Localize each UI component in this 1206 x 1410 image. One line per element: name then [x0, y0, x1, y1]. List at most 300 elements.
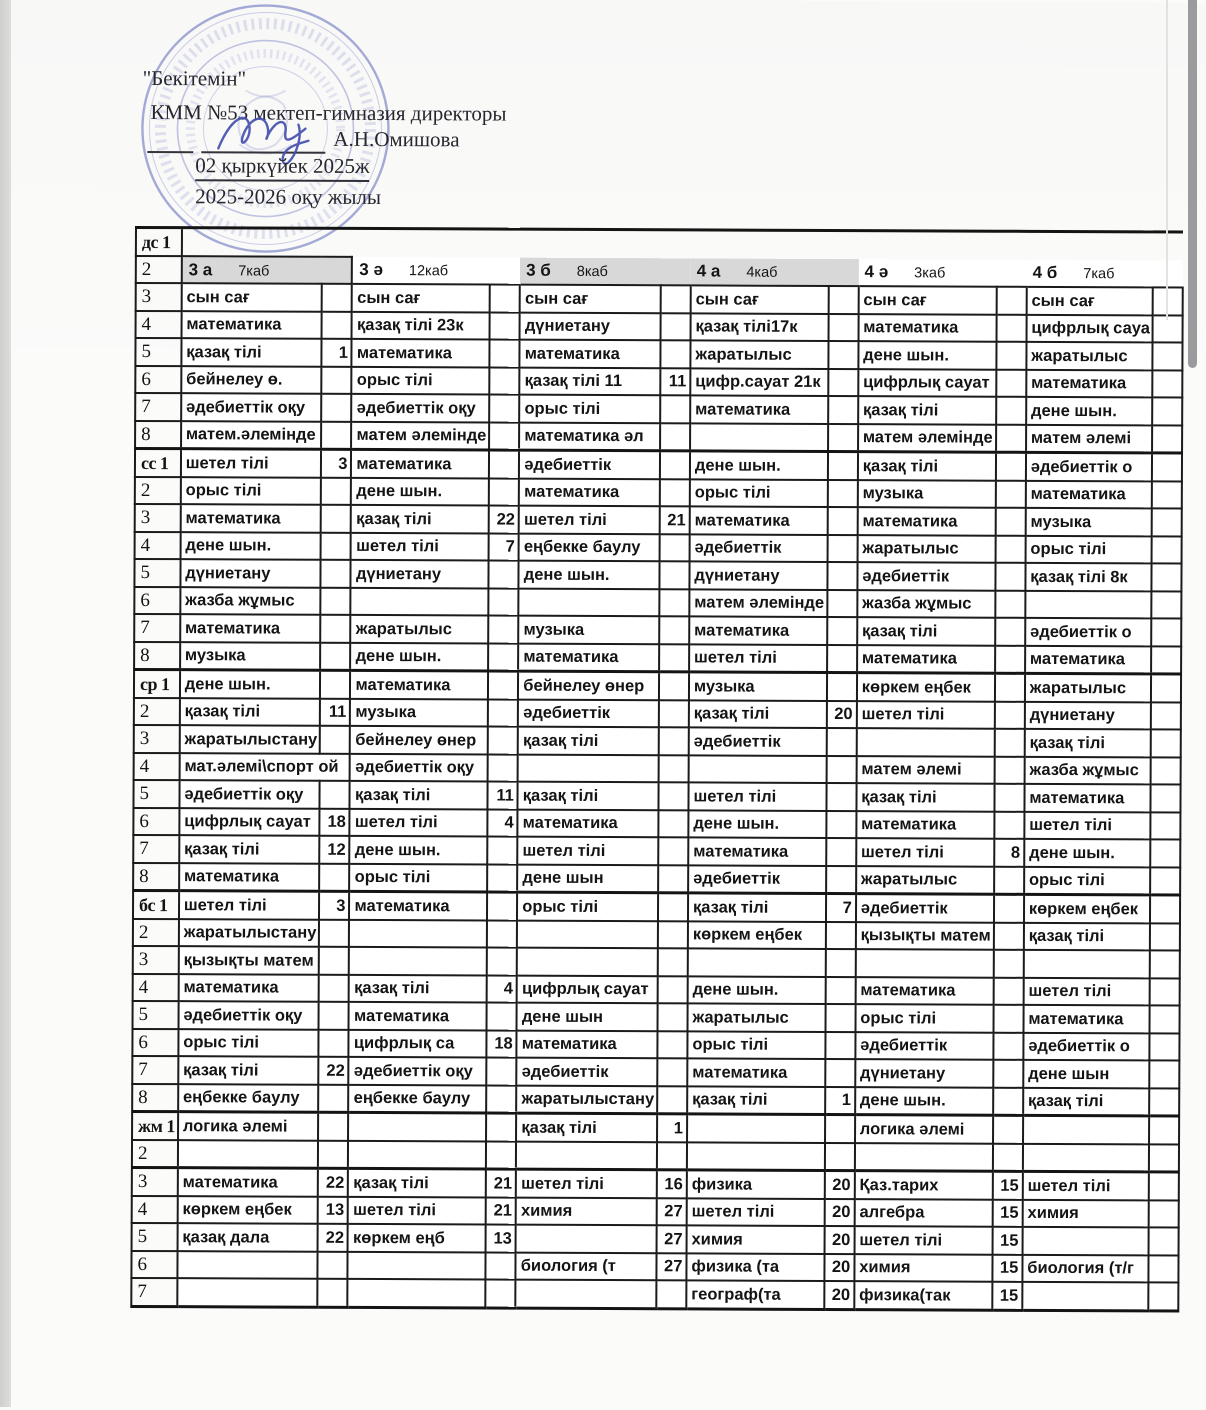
cell-mon-p5-4b-room [1153, 342, 1183, 370]
cell-wed-p6-3ae-room: 4 [488, 809, 518, 837]
timetable-row-tue-1 [135, 448, 1182, 481]
cell-mon-p4-3ae-subject: қазақ тілі 23к [352, 311, 490, 339]
cell-thu-p6-3b-room [657, 1031, 687, 1059]
row-label-mon-4: 4 [136, 310, 182, 338]
row-label-thu-4: 4 [133, 973, 179, 1001]
timetable-row-tue-8 [134, 641, 1181, 674]
cell-thu-p7-3a-subject: қазақ тілі [178, 1056, 319, 1084]
cell-thu-p2-4b-subject: қазақ тілі [1024, 922, 1151, 950]
cell-thu-p3-4ae-subject [855, 949, 993, 977]
row-label-fri-2: 2 [132, 1139, 178, 1167]
row-label-tue-5: 5 [134, 559, 180, 587]
cell-fri-p2-4a-room [825, 1142, 855, 1170]
cell-tue-p8-4b-room [1151, 646, 1181, 674]
cell-fri-p1-4a-room [825, 1114, 855, 1142]
cell-thu-p4-3ae-subject: қазақ тілі [349, 974, 487, 1002]
cell-wed-p2-4a-room: 20 [827, 700, 857, 728]
row-label-fri-3: 3 [132, 1167, 178, 1195]
class-room-3b: 8каб [576, 263, 608, 281]
cell-tue-p7-4b-room [1152, 618, 1182, 646]
cell-thu-p4-3b-subject: цифрлық сауат [517, 975, 658, 1003]
cell-wed-p5-4b-room [1151, 784, 1181, 812]
timetable-row-wed-1 [134, 669, 1181, 702]
cell-fri-p7-4ae-room: 15 [992, 1282, 1022, 1310]
cell-thu-p2-4ae-subject: қызықты матем [856, 922, 994, 950]
timetable-row-thu-8 [132, 1083, 1179, 1116]
class-name-3a: 3 а [188, 259, 213, 279]
cell-fri-p5-3b-subject [516, 1225, 657, 1253]
cell-mon-p6-4ae-room [996, 369, 1026, 397]
cell-fri-p6-4ae-subject: химия [854, 1254, 992, 1282]
cell-tue-p5-3ae-room [489, 561, 519, 589]
cell-tue-p8-3a-subject: музыка [180, 642, 321, 671]
row-label-tue-3: 3 [135, 504, 181, 532]
cell-tue-p2-4a-room [828, 479, 858, 507]
cell-wed-p6-4ae-room [994, 811, 1024, 839]
cell-tue-p1-4a-subject: дене шын. [690, 451, 828, 480]
cell-fri-p7-3a-subject [177, 1278, 318, 1307]
cell-mon-p4-3a-room [322, 311, 352, 339]
cell-tue-p2-3b-subject: математика [519, 478, 660, 506]
cell-thu-p4-3b-room [658, 976, 688, 1004]
cell-tue-p7-3a-room [321, 615, 351, 643]
cell-tue-p2-4a-subject: орыс тілі [690, 479, 828, 507]
cell-wed-p1-4a-subject: музыка [689, 672, 827, 701]
cell-wed-p7-3b-subject: шетел тілі [518, 837, 659, 865]
cell-tue-p8-4ae-room [995, 645, 1025, 673]
cell-fri-p6-3b-subject: биология (т [516, 1252, 657, 1280]
cell-thu-p3-3b-room [658, 948, 688, 976]
row-label-tue-1: сс 1 [135, 448, 181, 476]
cell-mon-p5-3ae-room [490, 340, 520, 368]
cell-tue-p3-4a-subject: математика [690, 506, 828, 534]
cell-wed-p6-3a-subject: цифрлық сауат [179, 808, 320, 836]
cell-thu-p2-4b-room [1150, 923, 1180, 951]
cell-wed-p5-3a-subject: әдебиеттік оқу [179, 780, 320, 808]
cell-thu-p1-4a-room: 7 [826, 893, 856, 921]
cell-thu-p7-3a-room: 22 [319, 1057, 349, 1085]
cell-wed-p6-3a-room: 18 [320, 808, 350, 836]
cell-tue-p4-3a-subject: дене шын. [180, 532, 321, 560]
cell-tue-p3-4b-room [1152, 508, 1182, 536]
cell-wed-p7-3b-room [658, 837, 688, 865]
cell-mon-p5-4ae-subject: дене шын. [858, 341, 996, 369]
cell-fri-p4-3ae-room: 21 [486, 1197, 516, 1225]
cell-fri-p3-3ae-room: 21 [486, 1169, 516, 1197]
cell-tue-p4-3b-room [659, 534, 689, 562]
cell-mon-p7-3b-room [660, 395, 690, 423]
cell-wed-p7-3a-subject: қазақ тілі [179, 835, 320, 863]
cell-thu-p1-4b-room [1150, 895, 1180, 923]
cell-tue-p8-3b-subject: математика [518, 643, 659, 672]
cell-tue-p2-3a-room [321, 477, 351, 505]
cell-fri-p1-4a-subject [687, 1114, 825, 1143]
cell-mon-p3-4b-room [1153, 287, 1183, 315]
cell-thu-p4-4b-subject: шетел тілі [1023, 977, 1150, 1005]
cell-tue-p2-3b-room [660, 479, 690, 507]
class-name-3ae: 3 ә [359, 259, 383, 280]
row-label-fri-5: 5 [132, 1223, 178, 1251]
cell-thu-p3-3ae-room [487, 948, 517, 976]
cell-thu-p1-3b-subject: орыс тілі [517, 892, 658, 921]
cell-fri-p2-4a-subject [687, 1142, 825, 1171]
row-label-mon-7: 7 [135, 393, 181, 421]
cell-fri-p6-4a-room: 20 [824, 1253, 854, 1281]
cell-fri-p6-4a-subject: физика (та [686, 1253, 824, 1281]
cell-mon-p5-4ae-room [996, 342, 1026, 370]
cell-fri-p2-3a-room [318, 1140, 348, 1168]
cell-fri-p6-3ae-room [486, 1252, 516, 1280]
cell-fri-p3-4b-room [1149, 1172, 1179, 1200]
cell-mon-p4-3b-room [660, 313, 690, 341]
cell-fri-p7-3b-subject [516, 1280, 657, 1309]
cell-wed-p2-4b-room [1151, 702, 1181, 730]
cell-wed-p4-4ae-subject: матем әлемі [856, 756, 994, 784]
cell-wed-p4-3ae-subject: әдебиеттік оқу [350, 753, 488, 781]
cell-thu-p7-4ae-room [993, 1060, 1023, 1088]
cell-fri-p2-3ae-room [486, 1141, 516, 1169]
cell-thu-p3-3a-subject: қызықты матем [179, 946, 320, 974]
cell-thu-p1-4ae-subject: әдебиеттік [856, 894, 994, 923]
cell-thu-p6-3ae-room: 18 [487, 1030, 517, 1058]
cell-fri-p4-4a-room: 20 [824, 1198, 854, 1226]
cell-tue-p6-3ae-room [489, 588, 519, 616]
cell-thu-p7-3b-subject: әдебиеттік [517, 1058, 658, 1086]
class-header-4ae [859, 259, 1027, 287]
cell-fri-p1-4b-subject [1023, 1115, 1150, 1144]
cell-wed-p3-3b-room [659, 727, 689, 755]
director-title-line: КММ №53 мектеп-гимназия директоры [150, 100, 507, 126]
page-edge-shadow [1166, 0, 1168, 320]
cell-mon-p6-4b-room [1153, 370, 1183, 398]
cell-fri-p5-3ae-room: 13 [486, 1225, 516, 1253]
timetable [130, 226, 1184, 1312]
cell-tue-p6-4a-subject: матем әлемінде [689, 589, 827, 617]
cell-fri-p1-3b-subject: қазақ тілі [516, 1113, 657, 1142]
cell-tue-p5-4a-room [827, 562, 857, 590]
cell-thu-p7-4b-room [1150, 1060, 1180, 1088]
cell-mon-p7-3ae-room [489, 395, 519, 423]
cell-fri-p6-4b-room [1149, 1255, 1179, 1283]
cell-thu-p1-3b-room [658, 893, 688, 921]
signature-line-left [147, 131, 193, 153]
cell-fri-p4-3ae-subject: шетел тілі [348, 1196, 486, 1224]
cell-tue-p5-4b-room [1152, 563, 1182, 591]
cell-thu-p5-3b-subject: дене шын [517, 1003, 658, 1031]
cell-wed-p2-4ae-subject: шетел тілі [857, 701, 995, 729]
cell-thu-p6-4b-room [1150, 1033, 1180, 1061]
cell-wed-p4-4a-subject [689, 755, 827, 783]
cell-wed-p7-3ae-room [488, 837, 518, 865]
row-label-wed-6: 6 [133, 807, 179, 835]
cell-wed-p8-4a-room [826, 865, 856, 893]
cell-tue-p1-4b-subject: әдебиеттік о [1026, 452, 1153, 481]
cell-tue-p2-3ae-room [489, 478, 519, 506]
cell-mon-p3-3a-room [322, 284, 352, 312]
cell-tue-p5-4ae-room [995, 563, 1025, 591]
cell-fri-p4-3b-subject: химия [516, 1197, 657, 1225]
cell-fri-p5-4ae-room: 15 [992, 1227, 1022, 1255]
cell-tue-p1-4a-room [828, 451, 858, 479]
row-label-thu-5: 5 [133, 1001, 179, 1029]
cell-wed-p6-4b-subject: шетел тілі [1024, 811, 1151, 839]
cell-tue-p5-3b-room [659, 561, 689, 589]
cell-thu-p8-3ae-room [486, 1085, 516, 1113]
cell-tue-p4-4ae-room [995, 535, 1025, 563]
cell-tue-p5-3a-subject: дүниетану [180, 559, 321, 587]
cell-fri-p1-4ae-room [993, 1115, 1023, 1143]
cell-mon-p8-3b-subject: математика әл [519, 422, 660, 451]
cell-fri-p3-4ae-subject: Қаз.тарих [855, 1171, 993, 1200]
cell-mon-p6-3b-subject: қазақ тілі 11 [520, 367, 661, 395]
cell-mon-p3-4a-room [828, 286, 858, 314]
cell-wed-p4-4ae-room [994, 756, 1024, 784]
cell-tue-p4-4ae-subject: жаратылыс [857, 535, 995, 563]
cell-mon-p7-3b-subject: орыс тілі [519, 395, 660, 423]
cell-wed-p1-4b-room [1151, 674, 1181, 702]
cell-wed-p4-4a-room [826, 755, 856, 783]
cell-fri-p7-3ae-subject [348, 1279, 486, 1308]
cell-tue-p8-4ae-subject: математика [857, 645, 995, 674]
cell-mon-p7-4a-subject: математика [690, 395, 828, 423]
cell-wed-p4-3a-subject: мат.әлемі\спорт ой [179, 753, 350, 781]
timetable-row-thu-1 [133, 890, 1180, 923]
cell-mon-p5-4a-subject: жаратылыс [690, 340, 828, 368]
cell-fri-p3-3a-room: 22 [318, 1168, 348, 1196]
school-year: 2025-2026 оқу жылы [195, 184, 382, 210]
row-label-thu-3: 3 [133, 946, 179, 974]
cell-thu-p6-4a-room [825, 1031, 855, 1059]
cell-mon-p4-4a-subject: қазақ тілі17к [690, 313, 828, 341]
cell-thu-p8-3a-subject: еңбекке баулу [178, 1084, 319, 1113]
class-room-4ae: 3каб [914, 265, 946, 282]
cell-tue-p8-4b-subject: математика [1025, 645, 1152, 674]
cell-mon-p5-3a-subject: қазақ тілі [181, 338, 322, 366]
cell-mon-p4-3b-subject: дүниетану [520, 312, 661, 340]
cell-tue-p3-3ae-subject: қазақ тілі [351, 505, 489, 533]
cell-mon-p3-3ae-subject: сын сағ [352, 284, 490, 312]
cell-tue-p6-4ae-subject: жазба жұмыс [857, 590, 995, 618]
cell-thu-p7-4ae-subject: дүниетану [855, 1059, 993, 1087]
cell-thu-p2-3a-room [319, 919, 349, 947]
cell-fri-p4-4ae-room: 15 [992, 1199, 1022, 1227]
row-label-fri-1: жм 1 [132, 1111, 178, 1139]
cell-mon-p3-3a-subject: сын сағ [181, 283, 322, 311]
cell-wed-p3-3b-subject: қазақ тілі [518, 727, 659, 755]
cell-fri-p3-4a-room: 20 [825, 1170, 855, 1198]
cell-wed-p7-4b-subject: дене шын. [1024, 839, 1151, 867]
cell-tue-p4-4a-subject: әдебиеттік [689, 534, 827, 562]
cell-fri-p7-4b-room [1149, 1282, 1179, 1310]
row-label-tue-7: 7 [134, 614, 180, 642]
cell-mon-p5-4a-room [828, 341, 858, 369]
cell-wed-p5-3b-subject: қазақ тілі [518, 782, 659, 810]
cell-thu-p4-4a-subject: дене шын. [688, 976, 826, 1004]
cell-wed-p7-4ae-room: 8 [994, 839, 1024, 867]
cell-mon-p5-4b-subject: жаратылыс [1026, 342, 1153, 370]
cell-mon-p4-4a-room [828, 313, 858, 341]
approval-date: 02 қыркүйек 2025ж [195, 153, 369, 182]
row-label-fri-6: 6 [131, 1250, 177, 1278]
cell-mon-p4-4ae-subject: математика [858, 314, 996, 342]
cell-wed-p7-4a-subject: математика [688, 837, 826, 865]
row-label-wed-2: 2 [134, 697, 180, 725]
cell-wed-p2-3b-room [659, 700, 689, 728]
cell-tue-p1-4ae-room [996, 452, 1026, 480]
cell-fri-p3-3b-subject: шетел тілі [516, 1169, 657, 1198]
cell-thu-p6-3b-subject: математика [517, 1030, 658, 1058]
cell-wed-p3-3a-subject: жаратылыстану [180, 725, 321, 753]
director-name: А.Н.Омишова [333, 126, 460, 152]
cell-wed-p3-4b-subject: қазақ тілі [1025, 729, 1152, 757]
cell-fri-p7-4b-subject [1022, 1282, 1149, 1311]
cell-tue-p1-3b-subject: әдебиеттік [519, 450, 660, 479]
cell-thu-p6-4ae-subject: әдебиеттік [855, 1032, 993, 1060]
scrollbar-thumb[interactable] [1188, 0, 1197, 368]
cell-wed-p2-3ae-room [488, 699, 518, 727]
cell-fri-p6-3a-room [318, 1251, 348, 1279]
cell-tue-p1-3b-room [660, 451, 690, 479]
cell-wed-p1-3ae-subject: математика [350, 670, 488, 699]
cell-tue-p6-4b-subject [1025, 590, 1152, 618]
cell-fri-p2-4b-room [1149, 1144, 1179, 1172]
cell-wed-p1-3b-subject: бейнелеу өнер [518, 671, 659, 700]
cell-thu-p5-4b-subject: математика [1023, 1005, 1150, 1033]
cell-thu-p6-4a-subject: орыс тілі [687, 1031, 825, 1059]
cell-thu-p8-4ae-subject: дене шын. [855, 1087, 993, 1116]
row-label-thu-1: бс 1 [133, 890, 179, 918]
class-room-3ae: 12каб [408, 263, 449, 280]
class-room-4b: 7каб [1083, 266, 1115, 283]
cell-wed-p6-4a-subject: дене шын. [688, 810, 826, 838]
cell-wed-p1-3ae-room [488, 671, 518, 699]
row-label-mon-3: 3 [136, 283, 182, 311]
cell-fri-p2-4b-subject [1023, 1143, 1150, 1172]
class-name-4b: 4 б [1032, 262, 1058, 282]
cell-tue-p5-3b-subject: дене шын. [519, 561, 660, 589]
cell-tue-p7-4b-subject: әдебиеттік о [1025, 618, 1152, 646]
cell-thu-p2-4a-room [826, 921, 856, 949]
cell-wed-p4-3b-room [659, 755, 689, 783]
row-label-mon-6: 6 [135, 365, 181, 393]
cell-fri-p1-3b-room: 1 [657, 1114, 687, 1142]
cell-mon-p7-3ae-subject: әдебиеттік оқу [352, 394, 490, 422]
cell-wed-p1-4ae-subject: көркем еңбек [857, 673, 995, 702]
row-label-mon-2: 2 [136, 255, 182, 283]
cell-wed-p1-4b-subject: жаратылыс [1025, 673, 1152, 702]
cell-fri-p5-3b-room: 27 [656, 1225, 686, 1253]
cell-fri-p4-4b-room [1149, 1200, 1179, 1228]
cell-tue-p7-4ae-subject: қазақ тілі [857, 617, 995, 645]
cell-thu-p2-3b-room [658, 921, 688, 949]
cell-fri-p1-4ae-subject: логика әлемі [855, 1115, 993, 1144]
cell-wed-p8-3b-subject: дене шын [517, 864, 658, 893]
cell-tue-p6-3b-subject [519, 588, 660, 616]
class-name-4ae: 4 ә [864, 262, 889, 282]
cell-tue-p3-3b-room: 21 [660, 506, 690, 534]
cell-fri-p2-3b-room [657, 1142, 687, 1170]
cell-fri-p3-3a-subject: математика [178, 1168, 319, 1197]
cell-thu-p6-3ae-subject: цифрлық са [349, 1029, 487, 1057]
cell-fri-p2-3a-subject [178, 1140, 319, 1169]
cell-mon-p3-4b-subject: сын сағ [1026, 287, 1153, 315]
cell-tue-p8-3a-room [321, 642, 351, 670]
cell-tue-p1-4ae-subject: қазақ тілі [858, 452, 996, 481]
cell-fri-p7-4a-room: 20 [824, 1281, 854, 1309]
row-label-tue-2: 2 [135, 476, 181, 504]
cell-wed-p8-4b-room [1150, 867, 1180, 895]
cell-wed-p7-4ae-subject: шетел тілі [856, 838, 994, 866]
cell-wed-p4-3b-subject [518, 754, 659, 782]
cell-thu-p3-3a-room [319, 947, 349, 975]
cell-fri-p4-4ae-subject: алгебра [854, 1199, 992, 1227]
cell-wed-p2-4a-subject: қазақ тілі [689, 700, 827, 728]
cell-wed-p7-4b-room [1151, 839, 1181, 867]
cell-thu-p1-3ae-room [487, 892, 517, 920]
cell-wed-p3-4b-room [1151, 729, 1181, 757]
cell-wed-p4-4b-subject: жазба жұмыс [1024, 756, 1151, 784]
cell-mon-p8-3ae-room [489, 422, 519, 450]
cell-tue-p7-4a-subject: математика [689, 616, 827, 644]
cell-wed-p5-3ae-subject: қазақ тілі [350, 781, 488, 809]
timetable-row-fri-1 [132, 1111, 1179, 1144]
cell-tue-p6-4b-room [1152, 591, 1182, 619]
cell-wed-p6-3ae-subject: шетел тілі [350, 808, 488, 836]
cell-mon-p6-4a-subject: цифр.сауат 21к [690, 368, 828, 396]
timetable-row-fri-2 [132, 1139, 1179, 1172]
cell-fri-p5-4b-room [1149, 1227, 1179, 1255]
cell-wed-p3-3a-room [320, 726, 350, 754]
cell-wed-p7-3ae-subject: дене шын. [350, 836, 488, 864]
cell-fri-p1-4b-room [1149, 1116, 1179, 1144]
cell-thu-p2-3ae-room [487, 920, 517, 948]
cell-mon-p4-3a-subject: математика [181, 311, 322, 339]
cell-thu-p1-3a-room: 3 [319, 891, 349, 919]
cell-thu-p5-3a-subject: әдебиеттік оқу [178, 1001, 319, 1029]
cell-mon-p6-3a-subject: бейнелеу ө. [181, 366, 322, 394]
cell-mon-p6-3ae-room [490, 367, 520, 395]
cell-thu-p8-3b-subject: жаратылыстану [516, 1085, 657, 1114]
cell-fri-p5-3a-subject: қазақ дала [177, 1223, 318, 1251]
cell-fri-p4-4b-subject: химия [1022, 1199, 1149, 1227]
cell-wed-p7-3a-room: 12 [320, 836, 350, 864]
cell-fri-p6-3a-subject [177, 1251, 318, 1279]
cell-mon-p8-3a-room [322, 421, 352, 449]
cell-fri-p5-3ae-subject: көркем еңб [348, 1224, 486, 1252]
row-label-wed-7: 7 [133, 835, 179, 863]
cell-mon-p4-3ae-room [490, 312, 520, 340]
row-label-mon-8: 8 [135, 420, 181, 448]
cell-fri-p7-3a-room [318, 1279, 348, 1307]
cell-thu-p4-4ae-subject: математика [855, 977, 993, 1005]
cell-thu-p7-3ae-room [487, 1058, 517, 1086]
cell-tue-p3-4a-room [827, 507, 857, 535]
cell-thu-p4-3ae-room: 4 [487, 975, 517, 1003]
cell-thu-p4-4ae-room [993, 977, 1023, 1005]
cell-mon-p7-3a-room [322, 394, 352, 422]
row-label-mon-1: дс 1 [136, 227, 182, 255]
cell-mon-p8-3b-room [660, 423, 690, 451]
cell-tue-p2-3ae-subject: дене шын. [351, 477, 489, 505]
cell-tue-p1-3a-subject: шетел тілі [181, 449, 322, 478]
cell-fri-p4-3b-room: 27 [657, 1198, 687, 1226]
cell-wed-p6-4ae-subject: математика [856, 811, 994, 839]
cell-wed-p5-3a-room [320, 781, 350, 809]
cell-tue-p8-3ae-subject: дене шын. [351, 642, 489, 671]
row-label-thu-6: 6 [132, 1028, 178, 1056]
cell-tue-p7-3ae-subject: жаратылыс [351, 615, 489, 643]
cell-wed-p5-4b-subject: математика [1024, 784, 1151, 812]
